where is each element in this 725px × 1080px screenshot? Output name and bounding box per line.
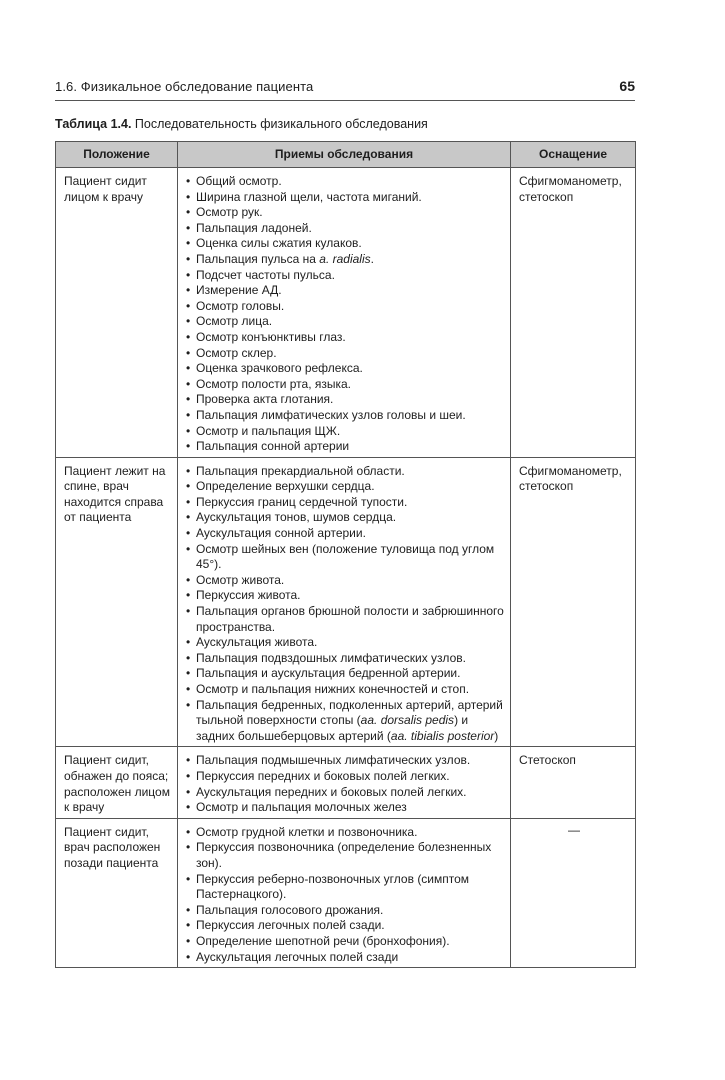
method-item: • Аускультация передних и боковых полей легких.: [186, 785, 504, 801]
table-caption: [55, 117, 428, 131]
table-row: [56, 457, 636, 747]
method-item: • Перкуссия передних и боковых полей легких.: [186, 769, 504, 785]
method-item: • Перкуссия реберно-позвоночных углов (симптом Пастернацкого).: [186, 872, 504, 903]
method-item: • Осмотр шейных вен (положение туловища под углом 45°).: [186, 542, 504, 573]
method-item: • Пальпация подвздошных лимфатических узлов.: [186, 651, 504, 667]
method-item: • Аускультация живота.: [186, 635, 504, 651]
method-item: • Пальпация голосового дрожания.: [186, 903, 504, 919]
running-header: [55, 74, 635, 101]
header-position: Положение: [56, 142, 178, 168]
method-item: • Осмотр рук.: [186, 205, 504, 221]
method-item: • Пальпация пульса на a. radialis.: [186, 252, 504, 268]
table-caption-label: Таблица 1.4.: [55, 117, 132, 131]
position-cell: Пациент сидит, врач расположен позади пациента: [56, 818, 178, 967]
method-item: • Пальпация ладоней.: [186, 221, 504, 237]
method-item: • Перкуссия границ сердечной тупости.: [186, 495, 504, 511]
method-item: • Пальпация прекардиальной области.: [186, 464, 504, 480]
table-row: [56, 168, 636, 458]
method-item: • Аускультация легочных полей сзади: [186, 950, 504, 966]
method-item: • Осмотр и пальпация нижних конечностей и стоп.: [186, 682, 504, 698]
table-row: [56, 818, 636, 967]
method-item: • Оценка зрачкового рефлекса.: [186, 361, 504, 377]
method-item: • Осмотр и пальпация ЩЖ.: [186, 424, 504, 440]
method-item: • Ширина глазной щели, частота миганий.: [186, 190, 504, 206]
method-item: • Измерение АД.: [186, 283, 504, 299]
method-item: • Пальпация подмышечных лимфатических узлов.: [186, 753, 504, 769]
methods-list: [186, 464, 504, 745]
section-title: 1.6. Физикальное обследование пациента: [55, 79, 314, 94]
methods-cell: [178, 747, 511, 818]
methods-cell: [178, 818, 511, 967]
method-item: • Аускультация сонной артерии.: [186, 526, 504, 542]
header-equipment: Оснащение: [511, 142, 636, 168]
method-item: • Осмотр склер.: [186, 346, 504, 362]
examination-table: [55, 141, 636, 968]
method-item: • Осмотр полости рта, языка.: [186, 377, 504, 393]
method-item: • Перкуссия позвоночника (определение болезненных зон).: [186, 840, 504, 871]
methods-list: [186, 825, 504, 965]
table-row: [56, 747, 636, 818]
method-item: • Определение шепотной речи (бронхофония).: [186, 934, 504, 950]
method-item: • Проверка акта глотания.: [186, 392, 504, 408]
methods-cell: [178, 168, 511, 458]
method-item: • Пальпация сонной артерии: [186, 439, 504, 455]
method-item: • Осмотр живота.: [186, 573, 504, 589]
method-item: • Осмотр головы.: [186, 299, 504, 315]
header-methods: Приемы обследования: [178, 142, 511, 168]
method-item: • Осмотр конъюнктивы глаз.: [186, 330, 504, 346]
method-item: • Перкуссия живота.: [186, 588, 504, 604]
method-item: • Осмотр и пальпация молочных желез: [186, 800, 504, 816]
equipment-cell: Сфигмоманометр, стетоскоп: [511, 457, 636, 747]
page-number: 65: [619, 78, 635, 94]
methods-list: [186, 174, 504, 455]
method-item: • Осмотр лица.: [186, 314, 504, 330]
equipment-cell: Стетоскоп: [511, 747, 636, 818]
methods-list: [186, 753, 504, 815]
method-item: • Пальпация бедренных, подколенных артерий, артерий тыльной поверхности стопы (aa. dorsalis pedis) и задних большеберцовых артерий (aa. tibialis posterior): [186, 698, 504, 745]
method-item: • Пальпация и аускультация бедренной артерии.: [186, 666, 504, 682]
equipment-cell: Сфигмоманометр, стетоскоп: [511, 168, 636, 458]
method-item: • Подсчет частоты пульса.: [186, 268, 504, 284]
table-header-row: [56, 142, 636, 168]
method-item: • Осмотр грудной клетки и позвоночника.: [186, 825, 504, 841]
equipment-cell: —: [511, 818, 636, 967]
method-item: • Определение верхушки сердца.: [186, 479, 504, 495]
method-item: • Аускультация тонов, шумов сердца.: [186, 510, 504, 526]
table-caption-text: Последовательность физикального обследования: [131, 117, 428, 131]
method-item: • Общий осмотр.: [186, 174, 504, 190]
method-item: • Пальпация лимфатических узлов головы и шеи.: [186, 408, 504, 424]
method-item: • Пальпация органов брюшной полости и забрюшинного пространства.: [186, 604, 504, 635]
position-cell: Пациент лежит на спине, врач находится справа от пациента: [56, 457, 178, 747]
method-item: • Оценка силы сжатия кулаков.: [186, 236, 504, 252]
position-cell: Пациент сидит лицом к врачу: [56, 168, 178, 458]
method-item: • Перкуссия легочных полей сзади.: [186, 918, 504, 934]
position-cell: Пациент сидит, обнажен до пояса; расположен лицом к врачу: [56, 747, 178, 818]
methods-cell: [178, 457, 511, 747]
